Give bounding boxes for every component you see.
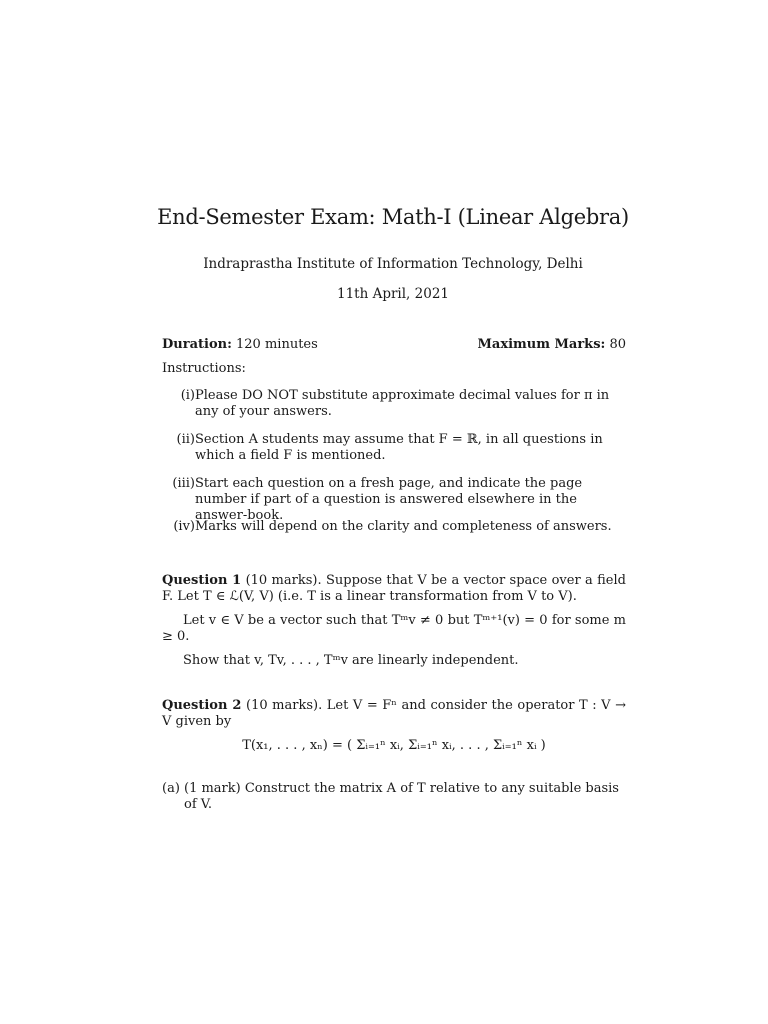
exam-date: 11th April, 2021: [336, 286, 449, 302]
instruction-number: (iii): [172, 476, 195, 491]
question-2-intro: [162, 698, 626, 730]
exam-meta: [162, 337, 626, 353]
institute-name: Indraprastha Institute of Information Technology, Delhi: [203, 256, 583, 272]
exam-title: End-Semester Exam: Math-I (Linear Algebra): [157, 205, 629, 229]
instruction-text: Start each question on a fresh page, and indicate the page number if part of a question is answered elsewhere in the answer-book.: [195, 476, 583, 523]
instruction-text: Please DO NOT substitute approximate decimal values for π in any of your answers.: [195, 388, 610, 419]
question-1-task: Show that v, Tv, . . . , Tᵐv are linearly independent.: [183, 653, 519, 668]
question-1-label: Question 1: [162, 573, 242, 588]
duration-label: Duration:: [162, 337, 232, 352]
max-marks: [478, 337, 626, 353]
instruction-number: (i): [180, 388, 195, 403]
instruction-number: (ii): [176, 432, 195, 447]
question-2-text: Let V = Fⁿ and consider the operator T : V → V given by: [162, 698, 627, 729]
instruction-text: Marks will depend on the clarity and completeness of answers.: [195, 519, 612, 534]
question-1-marks: (10 marks).: [245, 573, 322, 588]
instruction-number: (iv): [173, 519, 195, 534]
duration-value: 120 minutes: [236, 337, 318, 352]
question-2-label: Question 2: [162, 698, 242, 713]
question-2-marks: (10 marks).: [246, 698, 323, 713]
duration: [162, 337, 318, 353]
part-a-text: (1 mark) Construct the matrix A of T relative to any suitable basis of V.: [184, 781, 619, 812]
max-marks-label: Maximum Marks:: [477, 337, 606, 352]
max-marks-value: 80: [609, 337, 626, 352]
instructions-label: Instructions:: [162, 361, 246, 376]
operator-formula: T(x₁, . . . , xₙ) = ( Σᵢ₌₁ⁿ xᵢ, Σᵢ₌₁ⁿ xᵢ, . . . , Σᵢ₌₁ⁿ xᵢ ): [242, 738, 546, 753]
question-1-text: Suppose that V be a vector space over a field F. Let T ∈ ℒ(V, V) (i.e. T is a linear transformation from V to V).: [162, 573, 626, 604]
question-1-intro: [162, 573, 626, 605]
instruction-text: Section A students may assume that F = ℝ, in all questions in which a field F is mentioned.: [195, 432, 603, 463]
question-1-condition: Let v ∈ V be a vector such that Tᵐv ≠ 0 but Tᵐ⁺¹(v) = 0 for some m ≥ 0.: [162, 613, 626, 644]
part-a-number: (a): [162, 781, 180, 796]
